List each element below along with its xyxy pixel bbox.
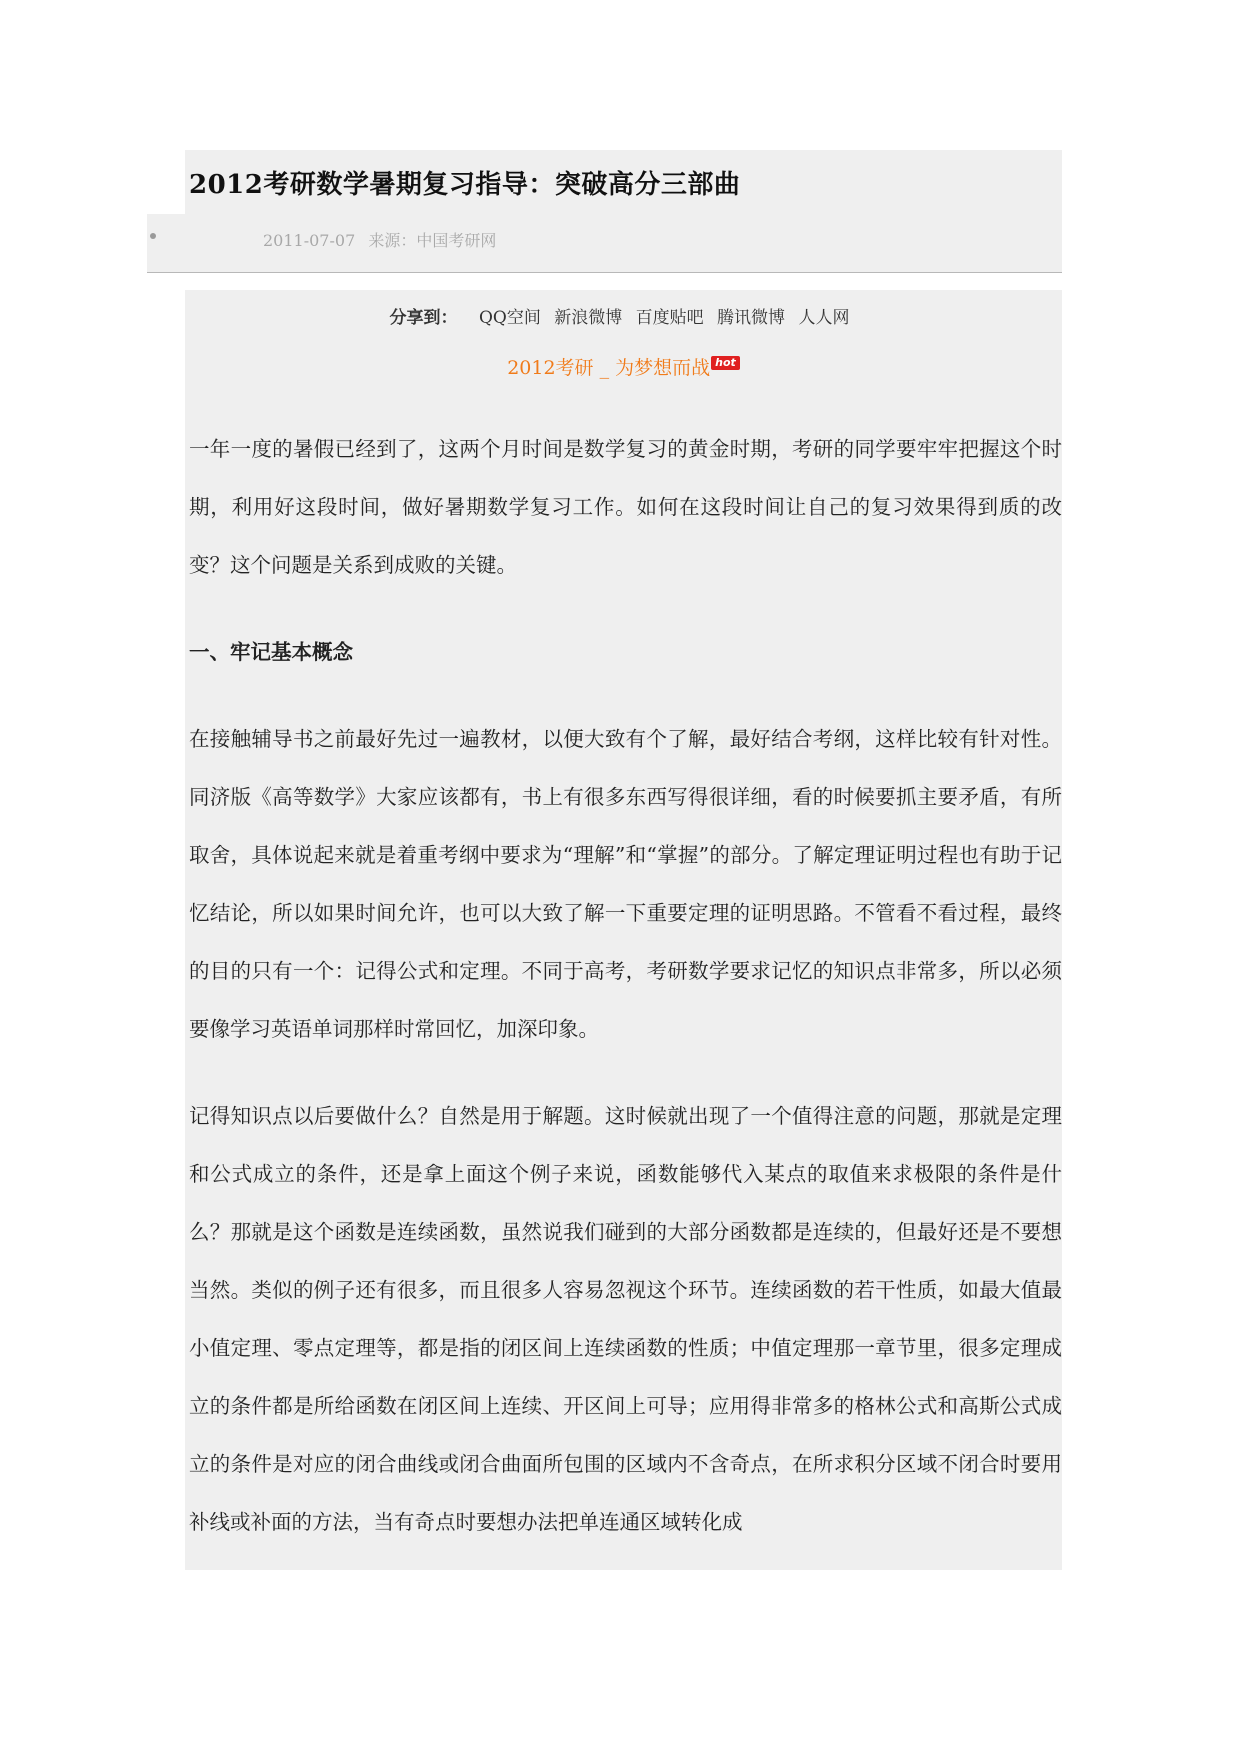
share-link-qzone[interactable]: QQ空间 [478,308,541,328]
share-bar [185,303,1062,328]
article-content [185,290,1062,1570]
article-meta [263,228,496,251]
article-body [189,420,1062,1551]
article-date: 2011-07-07 [263,231,356,250]
share-link-sina-weibo[interactable]: 新浪微博 [554,308,623,328]
intro-paragraph: 一年一度的暑假已经到了，这两个月时间是数学复习的黄金时期，考研的同学要牢牢把握这个时期，利用好这段时间，做好暑期数学复习工作。如何在这段时间让自己的复习效果得到质的改变？这个问题是关系到成败的关键。 [189,437,1062,577]
body-paragraph: 在接触辅导书之前最好先过一遍教材，以便大致有个了解，最好结合考纲，这样比较有针对性。同济版《高等数学》大家应该都有，书上有很多东西写得很详细，看的时候要抓主要矛盾，有所取舍，具体说起来就是着重考纲中要求为“理解”和“掌握”的部分。了解定理证明过程也有助于记忆结论，所以如果时间允许，也可以大致了解一下重要定理的证明思路。不管看不看过程，最终的目的只有一个：记得公式和定理。不同于高考，考研数学要求记忆的知识点非常多，所以必须要像学习英语单词那样时常回忆，加深印象。 [189,727,1062,1041]
share-label: 分享到： [389,308,458,328]
promo-link[interactable] [185,353,1062,380]
article-title: 2012考研数学暑期复习指导：突破高分三部曲 [189,170,741,200]
share-link-tencent-weibo[interactable]: 腾讯微博 [717,308,786,328]
share-link-renren[interactable]: 人人网 [798,308,850,328]
share-link-baidu-tieba[interactable]: 百度贴吧 [635,308,704,328]
hot-badge-icon: hot [711,356,740,370]
body-paragraph: 记得知识点以后要做什么？自然是用于解题。这时候就出现了一个值得注意的问题，那就是定理和公式成立的条件，还是拿上面这个例子来说，函数能够代入某点的取值来求极限的条件是什么？那就是这个函数是连续函数，虽然说我们碰到的大部分函数都是连续的，但最好还是不要想当然。类似的例子还有很多，而且很多人容易忽视这个环节。连续函数的若干性质，如最大值最小值定理、零点定理等，都是指的闭区间上连续函数的性质；中值定理那一章节里，很多定理成立的条件都是所给函数在闭区间上连续、开区间上可导；应用得非常多的格林公式和高斯公式成立的条件是对应的闭合曲线或闭合曲面所包围的区域内不含奇点，在所求积分区域不闭合时要用补线或补面的方法，当有奇点时要想办法把单连通区域转化成 [189,1104,1062,1534]
article-source: 来源：中国考研网 [368,231,497,250]
section-heading: 一、牢记基本概念 [189,640,353,664]
bullet-icon [150,233,156,239]
promo-text: 2012考研 _ 为梦想而战 [507,357,711,379]
